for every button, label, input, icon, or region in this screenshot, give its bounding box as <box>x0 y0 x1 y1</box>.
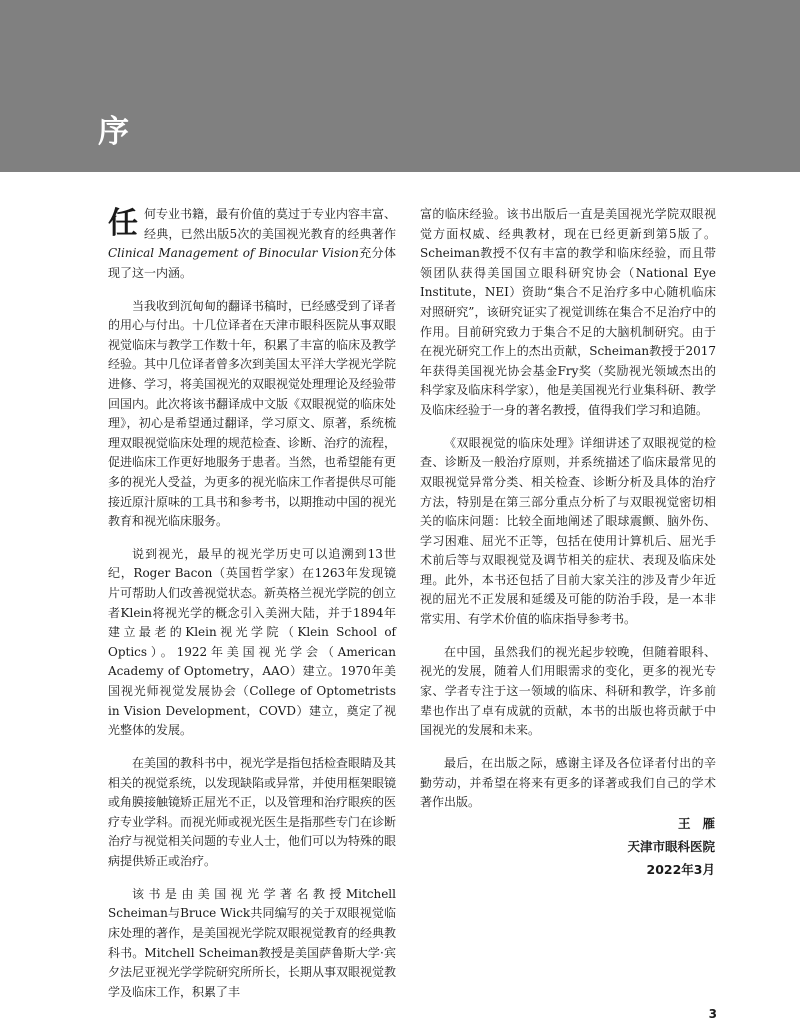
author-institution: 天津市眼科医院 <box>627 839 715 854</box>
left-column <box>108 205 396 1016</box>
paragraph-4: 在美国的教科书中，视光学是指包括检查眼睛及其相关的视觉系统，以发现缺陷或异常，并使用框架眼镜或角膜接触镜矫正屈光不正，以及管理和治疗眼疾的医疗专业学科。而视光师或视光医生是指那些专门在诊断治疗与视觉相关问题的专业人士，他们可以为特殊的眼病提供矫正或治疗。 <box>108 756 397 868</box>
signature-date: 2022年3月 <box>646 862 715 877</box>
paragraph-5: 该书是由美国视光学著名教授Mitchell Scheiman与Bruce Wick共同编写的关于双眼视觉临床处理的著作，是美国视光学院双眼视觉教育的经典教科书。Mitchell Scheiman教授是美国萨鲁斯大学·宾夕法尼亚视光学学院研究所所长，长期从事双眼视觉教学及临床工作，积累了丰 <box>108 886 397 999</box>
drop-cap: 任 <box>108 206 138 241</box>
paragraph-1-text: 何专业书籍，最有价值的莫过于专业内容丰富、经典，已然出版5次的美国视光教育的经典著作 <box>144 207 397 241</box>
paragraph-6: 《双眼视觉的临床处理》详细讲述了双眼视觉的检查、诊断及一般治疗原则，并系统描述了临床最常见的双眼视觉异常分类、相关检查、诊断分析及具体的治疗方法，特别是在第三部分重点分析了与双眼视觉密切相关的临床问题：比较全面地阐述了眼球震颤、脑外伤、学习困难、屈光不正等，包括在使用计算机后、屈光手术前后等与双眼视觉及调节相关的症状、表现及临床处理。此外，本书还包括了目前大家关注的涉及青少年近视的屈光不正发展和延缓及可能的防治手段，是一本非常实用、有学术价值的临床指导参考书。 <box>420 435 716 627</box>
paragraph-1 <box>108 205 396 283</box>
author-name: 王雁 <box>677 816 727 831</box>
paragraph-1-tail: 充分体现了这一内涵。 <box>108 246 396 280</box>
page-number: 3 <box>708 1007 717 1021</box>
right-column <box>420 205 716 826</box>
header-banner <box>0 0 800 172</box>
paragraph-2: 当我收到沉甸甸的翻译书稿时，已经感受到了译者的用心与付出。十几位译者在天津市眼科医院从事双眼视觉临床与教学工作数十年，积累了丰富的临床及教学经验。其中几位译者曾多次到美国太平洋大学视光学院进修、学习，将美国视光的双眼视觉处理理论及经验带回国内。此次将该书翻译成中文版《双眼视觉的临床处理》，初心是希望通过翻译，学习原文、原著，系统梳理双眼视觉临床处理的规范检查、诊断、治疗的流程，促进临床工作更好地服务于患者。当然，也希望能有更多的视光人受益，为更多的视光临床工作者提供尽可能接近原汁原味的工具书和参考书，以期推动中国的视光教育和视光临床服务。 <box>108 298 397 529</box>
paragraph-3: 说到视光，最早的视光学历史可以追溯到13世纪，Roger Bacon（英国哲学家）在1263年发现镜片可帮助人们改善视觉状态。新英格兰视光学院的创立者Klein将视光学的概念引入美洲大陆，并于1894年建立最老的Klein视光学院（Klein School of Optics）。1922年美国视光学会（American Academy of Optometry，AAO）建立。1970年美国视光师视觉发展协会（College of Optometrists in Vision Development，COVD）建立，奠定了视光整体的发展。 <box>108 546 397 738</box>
paragraph-8: 最后，在出版之际，感谢主译及各位译者付出的辛勤劳动，并希望在将来有更多的译著或我们自己的学术著作出版。 <box>420 756 716 810</box>
book-title-english: Clinical Management of Binocular Vision <box>108 246 359 261</box>
paragraph-5-continued: 富的临床经验。该书出版后一直是美国视光学院双眼视觉方面权威、经典教材，现在已经更新到第5版了。Scheiman教授不仅有丰富的教学和临床经验，而且带领团队获得美国国立眼科研究协会（National Eye Institute，NEI）资助“集合不足治疗多中心随机临床对照研究”，该研究证实了视觉训练在集合不足治疗中的作用。目前研究致力于集合不足的大脑机制研究。由于在视光研究工作上的杰出贡献，Scheiman教授于2017年获得美国视光协会基金Fry奖（奖励视光领域杰出的科学家及临床科学家），他是美国视光行业集科研、教学及临床经验于一身的著名教授，值得我们学习和追随。 <box>420 207 716 417</box>
page-title: 序 <box>98 114 131 150</box>
paragraph-7: 在中国，虽然我们的视光起步较晚，但随着眼科、视光的发展，随着人们用眼需求的变化，更多的视光专家、学者专注于这一领域的临床、科研和教学，许多前辈也作出了卓有成就的贡献，本书的出版也将贡献于中国视光的发展和未来。 <box>420 644 716 738</box>
signature-block <box>627 812 727 881</box>
